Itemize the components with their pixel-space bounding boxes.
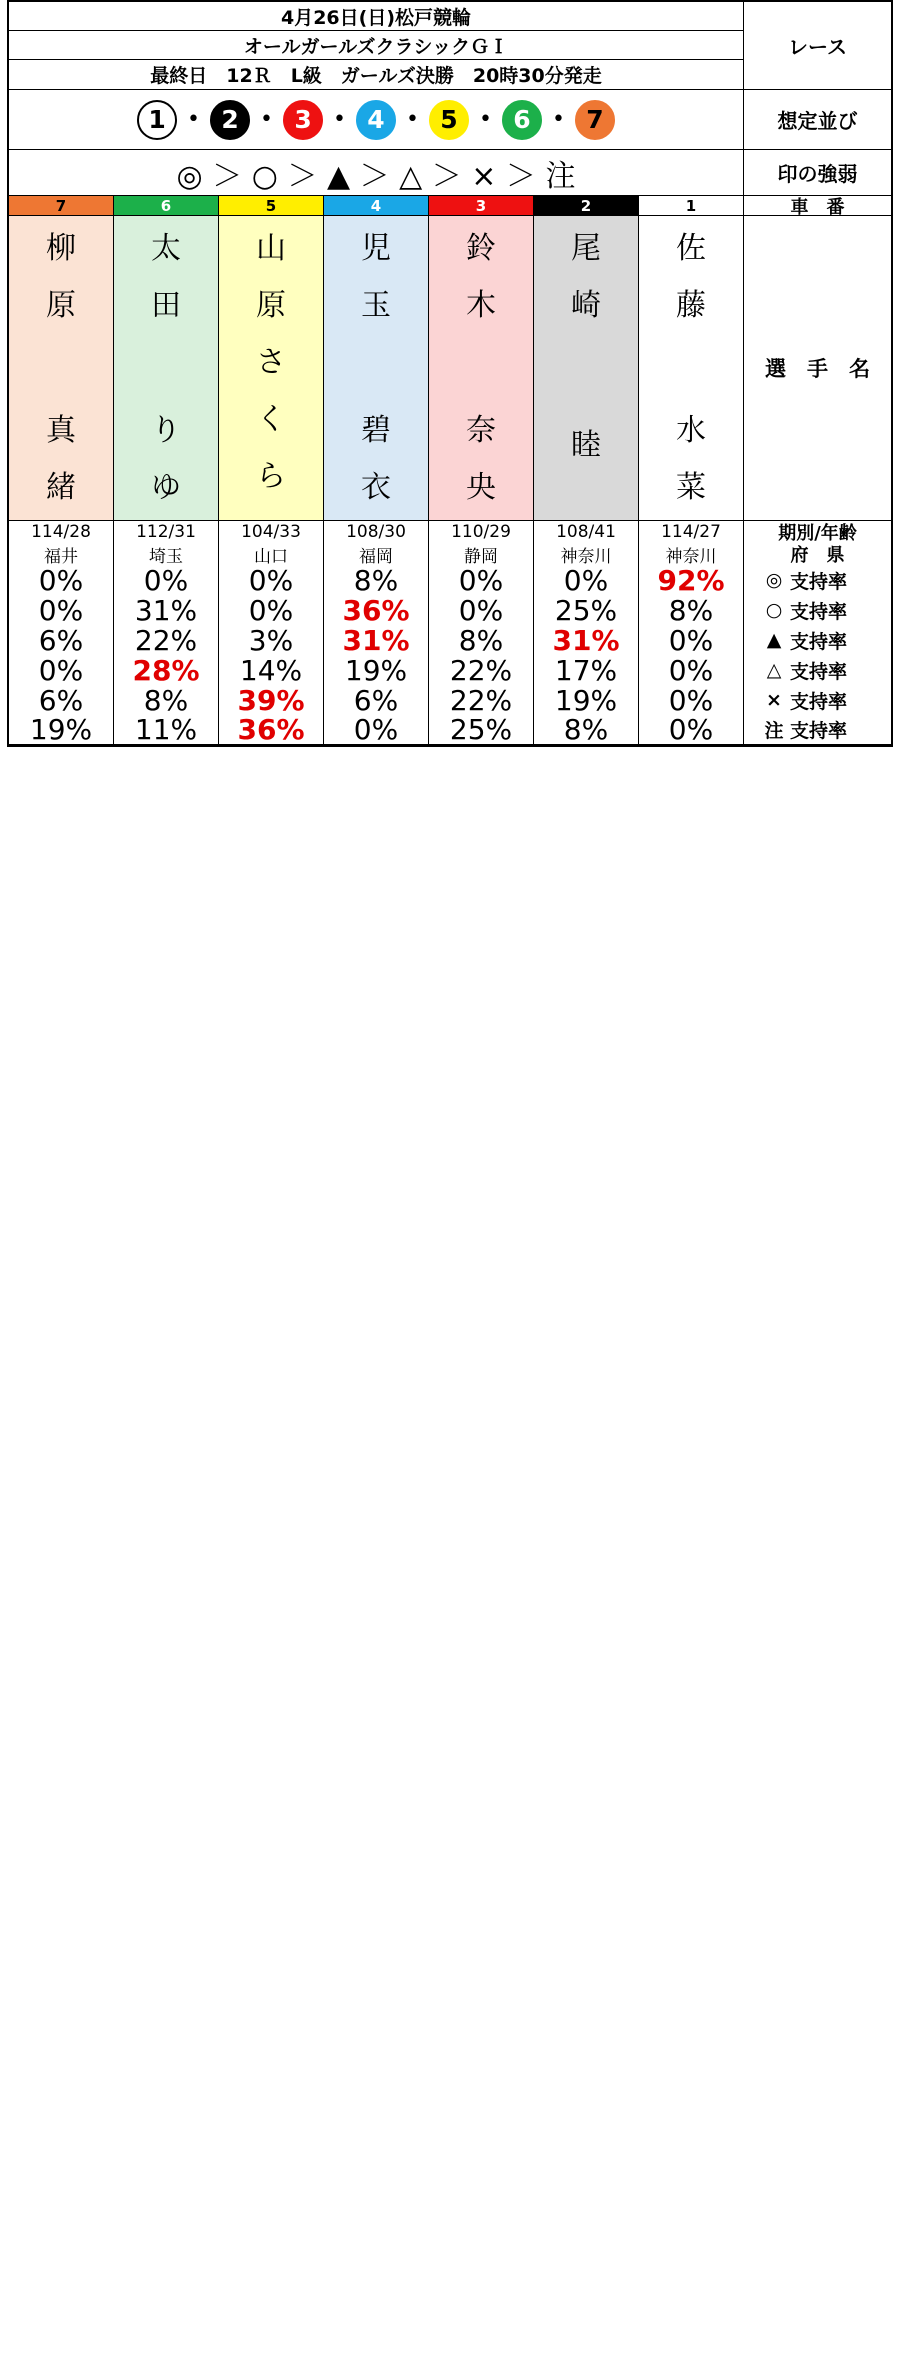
pref-row — [9, 543, 891, 565]
rider-name-1 — [639, 216, 744, 520]
rider-name-6 — [114, 216, 219, 520]
rider-name-char: 菜 — [676, 470, 706, 505]
support-mark: ◎ — [765, 569, 783, 591]
race-header — [9, 2, 891, 90]
support-value: 0% — [429, 595, 534, 625]
pref-label: 府 県 — [790, 545, 845, 565]
marks-strength-text: ◎ ＞ ○ ＞ ▲ ＞ △ ＞ × ＞ 注 — [9, 150, 744, 195]
pref-3: 静岡 — [429, 543, 534, 565]
support-value: 39% — [219, 685, 324, 715]
support-label — [744, 565, 891, 595]
support-label-text: 支持率 — [790, 600, 848, 623]
pref-6: 埼玉 — [114, 543, 219, 565]
lineup-ball-7: 7 — [575, 100, 615, 140]
support-value: 28% — [114, 655, 219, 685]
car-number-7: 7 — [9, 196, 114, 215]
support-value: 22% — [429, 655, 534, 685]
rider-name-char: 木 — [466, 288, 496, 323]
rider-name-char: 太 — [151, 231, 181, 266]
lineup-ball-1: 1 — [137, 100, 177, 140]
record-6: 112/31 — [114, 521, 219, 543]
prediction-sheet — [7, 0, 893, 747]
car-number-row — [9, 196, 891, 216]
support-value: 0% — [9, 655, 114, 685]
race-header-line2: オールガールズクラシックＧＩ — [9, 31, 743, 60]
rider-name-char: 睦 — [571, 428, 601, 464]
support-label-text: 支持率 — [790, 690, 848, 713]
support-value: 3% — [219, 625, 324, 655]
rider-name-char: ら — [256, 459, 286, 494]
lineup-ball-6: 6 — [502, 100, 542, 140]
rider-name-char: 原 — [46, 288, 76, 323]
support-value: 8% — [534, 715, 639, 744]
pref-1: 神奈川 — [639, 543, 744, 565]
support-value: 19% — [9, 715, 114, 744]
rider-name-char: 児 — [361, 231, 391, 266]
support-value: 8% — [114, 685, 219, 715]
support-value: 92% — [639, 565, 744, 595]
record-2: 108/41 — [534, 521, 639, 543]
support-row-1 — [9, 595, 891, 625]
rider-name-char: 真 — [46, 413, 76, 448]
lineup-ball-3: 3 — [283, 100, 323, 140]
rider-name-char: 佐 — [676, 231, 706, 266]
rider-name-7 — [9, 216, 114, 520]
rider-name-char: り — [151, 413, 181, 448]
support-row-3 — [9, 655, 891, 685]
support-value: 31% — [534, 625, 639, 655]
support-value: 25% — [429, 715, 534, 744]
rider-name-char: 水 — [676, 413, 706, 448]
support-value: 22% — [429, 685, 534, 715]
support-value: 0% — [639, 715, 744, 744]
lineup-row — [9, 90, 891, 150]
support-mark: △ — [766, 659, 782, 681]
record-7: 114/28 — [9, 521, 114, 543]
support-value: 0% — [219, 565, 324, 595]
support-value: 11% — [114, 715, 219, 744]
support-row-2 — [9, 625, 891, 655]
car-number-6: 6 — [114, 196, 219, 215]
pref-5: 山口 — [219, 543, 324, 565]
marks-strength-row — [9, 150, 891, 196]
lineup-balls — [9, 90, 744, 149]
race-header-line3: 最終日 12Ｒ L級 ガールズ決勝 20時30分発走 — [150, 65, 602, 87]
rider-name-char: 原 — [256, 288, 286, 323]
rider-name-char: 鈴 — [466, 231, 496, 266]
rider-name-row — [9, 216, 891, 521]
rider-name-char: 碧 — [361, 413, 391, 448]
lineup-dot: • — [333, 107, 346, 132]
support-value: 0% — [534, 565, 639, 595]
support-value: 0% — [324, 715, 429, 744]
support-row-5 — [9, 715, 891, 745]
lineup-dot: • — [551, 107, 565, 132]
support-value: 0% — [219, 595, 324, 625]
car-number-1: 1 — [639, 196, 744, 215]
car-number-4: 4 — [324, 196, 429, 215]
lineup-label: 想定並び — [777, 109, 858, 133]
record-row — [9, 521, 891, 543]
support-value: 31% — [114, 595, 219, 625]
pref-4: 福岡 — [324, 543, 429, 565]
support-value: 19% — [534, 685, 639, 715]
rider-name-char: ゆ — [151, 470, 181, 505]
race-header-line1: 4月26日(日)松戸競輪 — [9, 2, 743, 31]
support-value: 8% — [639, 595, 744, 625]
car-number-5: 5 — [219, 196, 324, 215]
support-value: 0% — [9, 595, 114, 625]
support-value: 0% — [639, 685, 744, 715]
support-label — [744, 685, 891, 715]
support-value: 0% — [429, 565, 534, 595]
support-value: 14% — [219, 655, 324, 685]
support-label-text: 支持率 — [790, 720, 848, 742]
lineup-dot: • — [187, 107, 201, 132]
support-label-text: 支持率 — [790, 570, 848, 593]
car-number-label: 車 番 — [790, 196, 845, 215]
car-number-2: 2 — [534, 196, 639, 215]
rider-name-char: さ — [256, 345, 286, 380]
rider-name-4 — [324, 216, 429, 520]
record-label: 期別/年齢 — [778, 523, 857, 543]
support-value: 36% — [324, 595, 429, 625]
support-value: 8% — [429, 625, 534, 655]
support-label-text: 支持率 — [790, 630, 848, 653]
lineup-dot: • — [478, 107, 492, 132]
race-label: レース — [788, 35, 847, 59]
record-5: 104/33 — [219, 521, 324, 543]
race-info — [9, 2, 744, 89]
marks-strength-label: 印の強弱 — [777, 162, 858, 186]
rider-name-char: 崎 — [571, 288, 601, 323]
support-value: 6% — [9, 625, 114, 655]
rider-name-char: 玉 — [361, 288, 391, 323]
support-value: 25% — [534, 595, 639, 625]
support-value: 6% — [9, 685, 114, 715]
record-4: 108/30 — [324, 521, 429, 543]
support-value: 8% — [324, 565, 429, 595]
support-value: 36% — [219, 715, 324, 744]
lineup-dot: • — [260, 107, 274, 132]
support-value: 0% — [639, 655, 744, 685]
record-1: 114/27 — [639, 521, 744, 543]
support-value: 19% — [324, 655, 429, 685]
support-value: 0% — [114, 565, 219, 595]
support-value: 6% — [324, 685, 429, 715]
lineup-ball-4: 4 — [356, 100, 396, 140]
support-label-text: 支持率 — [790, 660, 848, 683]
support-value: 22% — [114, 625, 219, 655]
record-3: 110/29 — [429, 521, 534, 543]
support-value: 0% — [9, 565, 114, 595]
support-mark: × — [766, 689, 782, 711]
support-mark: ▲ — [766, 629, 782, 651]
rider-name-char: 尾 — [571, 231, 601, 266]
rider-name-5 — [219, 216, 324, 520]
support-value: 17% — [534, 655, 639, 685]
support-value: 0% — [639, 625, 744, 655]
car-number-3: 3 — [429, 196, 534, 215]
rider-name-char: 田 — [151, 288, 181, 323]
support-label — [744, 625, 891, 655]
lineup-ball-5: 5 — [429, 100, 469, 140]
pref-2: 神奈川 — [534, 543, 639, 565]
support-mark: 注 — [764, 720, 784, 742]
rider-name-2 — [534, 216, 639, 520]
lineup-ball-2: 2 — [210, 100, 250, 140]
rider-name-char: 山 — [256, 231, 286, 266]
rider-name-char: 緒 — [46, 470, 76, 505]
rider-name-char: く — [256, 402, 286, 437]
support-label — [744, 715, 891, 744]
rider-name-3 — [429, 216, 534, 520]
rider-name-label: 選 手 名 — [765, 357, 870, 381]
pref-7: 福井 — [9, 543, 114, 565]
rider-name-char: 衣 — [361, 470, 391, 505]
support-label — [744, 595, 891, 625]
rider-name-char: 柳 — [46, 231, 76, 266]
lineup-dot: • — [406, 107, 419, 132]
support-value: 31% — [324, 625, 429, 655]
rider-name-char: 奈 — [466, 413, 496, 448]
rider-name-char: 藤 — [676, 288, 706, 323]
support-row-0 — [9, 565, 891, 595]
support-row-4 — [9, 685, 891, 715]
rider-name-char: 央 — [466, 470, 496, 505]
support-mark: ○ — [765, 599, 783, 621]
support-label — [744, 655, 891, 685]
